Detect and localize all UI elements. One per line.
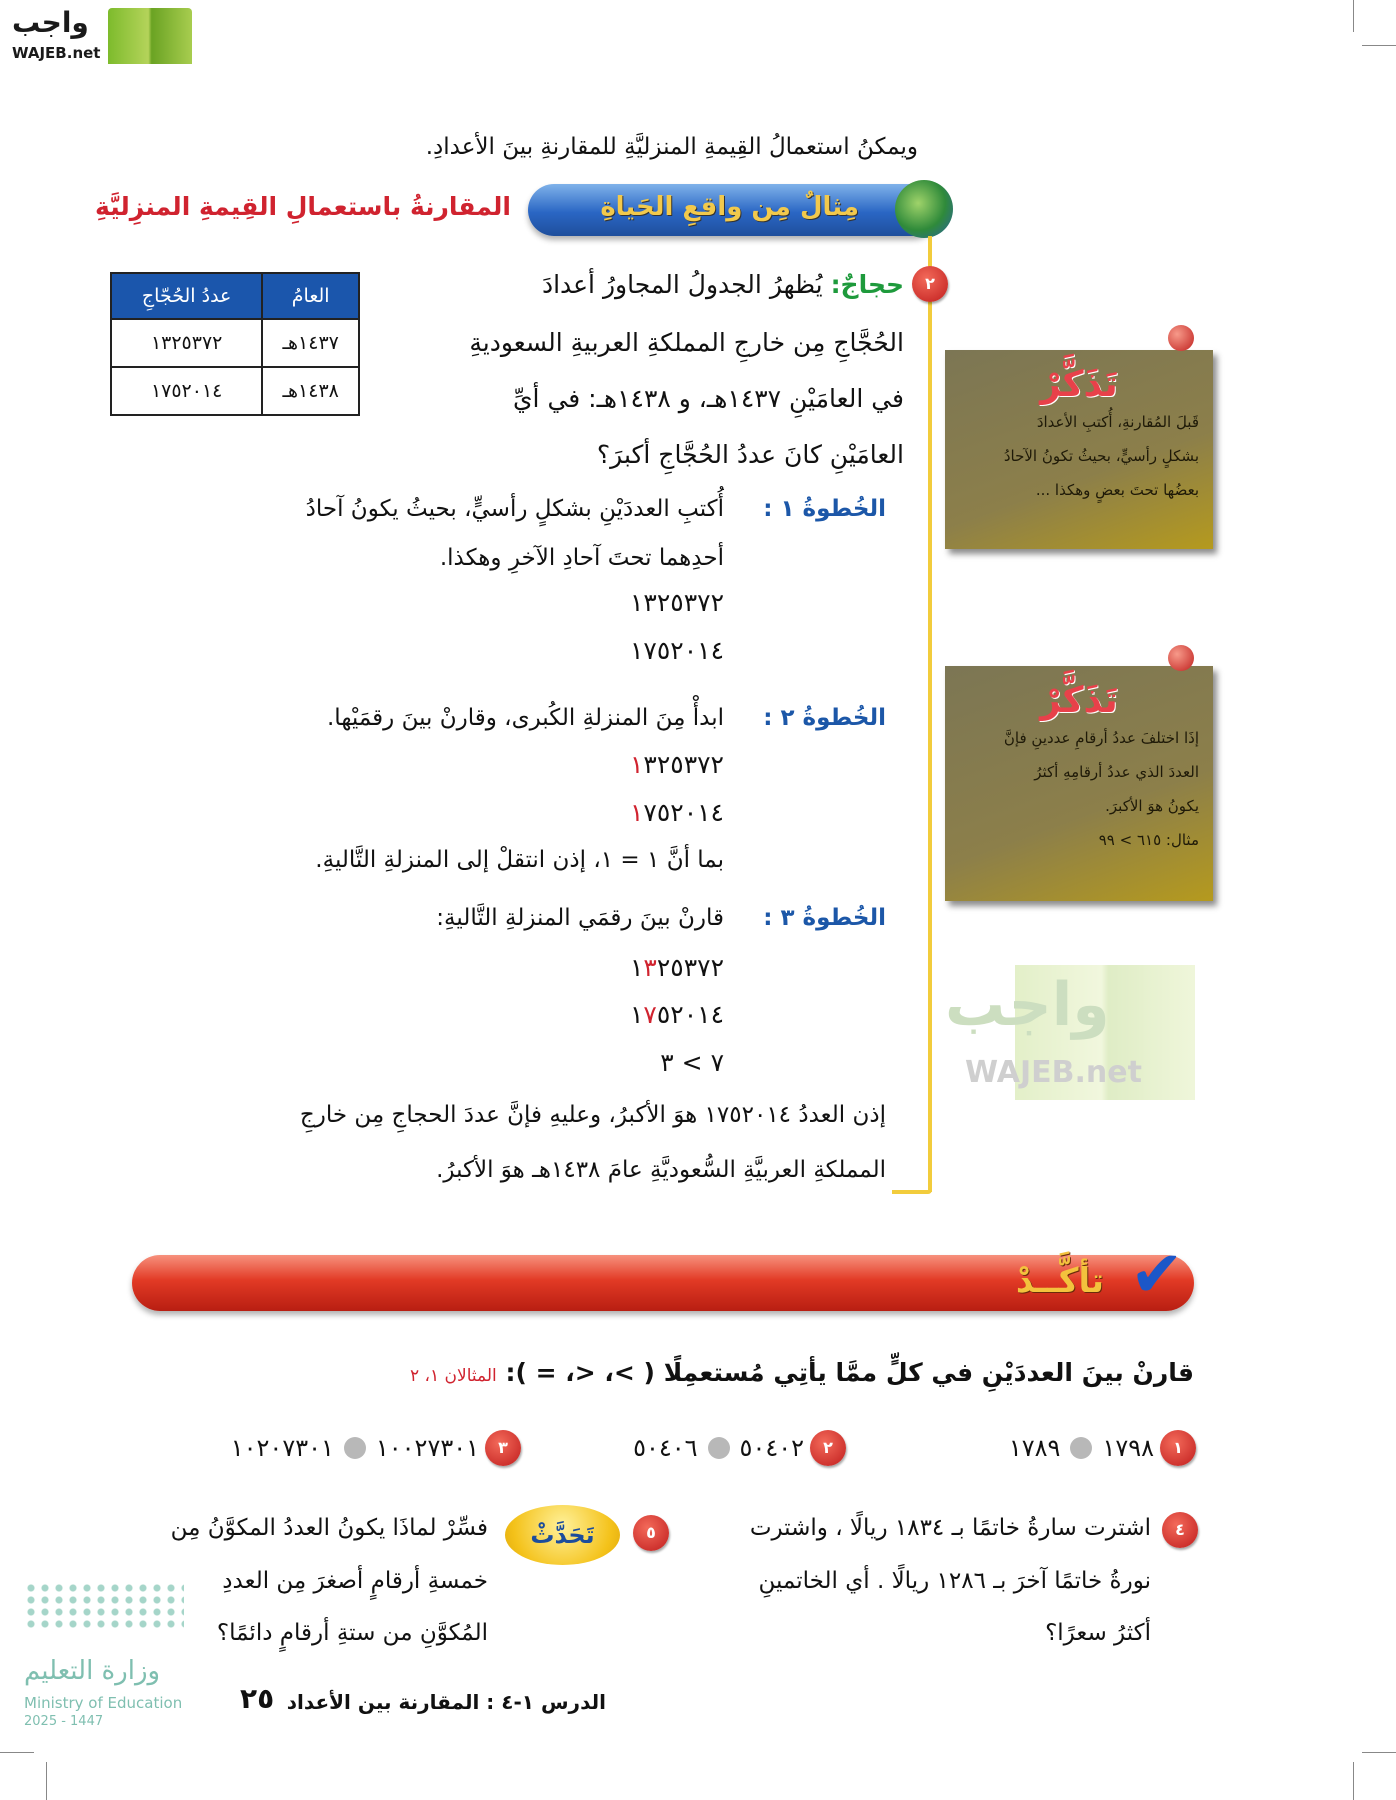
number-a: ٥٠٤٠٢ bbox=[739, 1434, 804, 1462]
cell: ١٤٣٨هـ bbox=[262, 367, 359, 415]
ministry-arabic: وزارة التعليم bbox=[24, 1656, 161, 1686]
digits: ٣٢٥٣٧٢ bbox=[643, 750, 724, 779]
banner-label: مِثالٌ مِن واقعِ الحَياةِ bbox=[600, 192, 859, 222]
step-1-text: أحدِهما تحتَ آحادِ الآخرِ وهكذا. bbox=[439, 545, 724, 571]
note-line: قَبلَ المُقارنةِ، أُكتبِ الأعدادَ bbox=[1036, 413, 1199, 431]
exercise-3 bbox=[231, 1430, 521, 1466]
remember-note-2 bbox=[945, 666, 1213, 901]
example-ref: المثالان ١، ٢ bbox=[409, 1366, 497, 1386]
pilgrims-table bbox=[110, 272, 360, 416]
note-line: بشكلٍ رأسيٍّ، بحيثُ تكونُ الآحادُ bbox=[1003, 447, 1199, 465]
crop-mark bbox=[1362, 45, 1396, 46]
checkmark-icon: ✔ bbox=[1130, 1238, 1184, 1312]
exercise-badge: ٣ bbox=[485, 1430, 521, 1466]
exercise-badge: ٤ bbox=[1162, 1512, 1198, 1548]
remember-note-1 bbox=[945, 350, 1213, 549]
crop-mark bbox=[1362, 1752, 1396, 1753]
page-number: ٢٥ bbox=[240, 1682, 275, 1715]
digits: ٢٥٣٧٢ bbox=[656, 953, 724, 982]
crop-mark bbox=[1353, 1762, 1354, 1800]
crop-mark bbox=[46, 1762, 47, 1800]
step-1-number: ١٧٥٢٠١٤ bbox=[630, 636, 724, 665]
check-banner bbox=[132, 1255, 1194, 1311]
exercise-badge: ٢ bbox=[810, 1430, 846, 1466]
q5-line: المُكوَّنِ من ستةِ أرقامٍ دائمًا؟ bbox=[216, 1620, 488, 1646]
talk-bubble: تَحَدَّثْ bbox=[505, 1505, 620, 1565]
step-3-text: قارنْ بينَ رقمَي المنزلةِ التَّاليةِ: bbox=[436, 905, 724, 931]
q4-line: نورةُ خاتمًا آخرَ بـ ١٢٨٦ ريالًا . أي الخاتمينِ bbox=[758, 1568, 1151, 1594]
exercise-badge: ١ bbox=[1160, 1430, 1196, 1466]
example-number-badge: ٢ bbox=[912, 266, 948, 302]
q5-line: خمسةِ أرقامٍ أصغرَ مِن العددِ bbox=[222, 1568, 488, 1594]
watermark-latin: WAJEB.net bbox=[965, 1055, 1142, 1090]
lesson-title: المقارنة بين الأعداد bbox=[286, 1690, 480, 1714]
highlight-digit: ٧ bbox=[643, 1000, 657, 1029]
note-line: مثال: ٦١٥ > ٩٩ bbox=[1098, 831, 1199, 849]
cell: ١٧٥٢٠١٤ bbox=[111, 367, 262, 415]
logo-arabic: واجب bbox=[12, 6, 89, 39]
highlight-digit: ١ bbox=[629, 798, 644, 827]
crop-mark bbox=[0, 1752, 34, 1753]
exercise-2 bbox=[633, 1430, 846, 1466]
number-b: ٥٠٤٠٦ bbox=[633, 1434, 698, 1462]
step-2-after: بما أنَّ ١ = ١، إذن انتقلْ إلى المنزلةِ التَّاليةِ. bbox=[315, 847, 724, 873]
highlight-digit: ١ bbox=[629, 750, 644, 779]
step-2-text: ابدأْ مِنَ المنزلةِ الكُبرى، وقارنْ بينَ رقمَيْها. bbox=[327, 705, 724, 731]
step-3-label: الخُطوةُ ٣ : bbox=[763, 905, 886, 931]
book-icon bbox=[108, 8, 192, 64]
example-divider-end bbox=[892, 1190, 932, 1194]
highlight-digit: ٣ bbox=[643, 953, 657, 982]
number-a: ١٧٩٨ bbox=[1102, 1434, 1154, 1462]
example-line-1 bbox=[542, 270, 904, 299]
digits: ٥٢٠١٤ bbox=[656, 1000, 724, 1029]
answer-circle[interactable] bbox=[1070, 1437, 1092, 1459]
pushpin-icon bbox=[1168, 645, 1194, 671]
cell: ١٤٣٧هـ bbox=[262, 319, 359, 367]
wajeb-logo bbox=[10, 6, 192, 64]
instruction-text: قارنْ بينَ العددَيْنِ في كلٍّ ممَّا يأتِي مُستعمِلًا ( >، <، = ): bbox=[505, 1358, 1194, 1387]
table-row bbox=[111, 367, 359, 415]
example-line-2: الحُجَّاجِ مِن خارجِ المملكةِ العربيةِ السعوديةِ bbox=[469, 328, 904, 357]
note-title: تَذَكَّرْ bbox=[1040, 364, 1118, 405]
step-3-number bbox=[630, 1000, 724, 1029]
number-a: ١٠٠٢٧٣٠١ bbox=[375, 1434, 479, 1462]
real-life-example-banner bbox=[528, 184, 939, 236]
note-line: إذَا اختلفَ عددُ أرقامِ عددينِ فإنَّ bbox=[1003, 729, 1199, 747]
exercise-1 bbox=[1009, 1430, 1196, 1466]
step-1-number: ١٣٢٥٣٧٢ bbox=[630, 588, 724, 617]
number-b: ١٧٨٩ bbox=[1008, 1434, 1061, 1462]
lesson-number: الدرس ١-٤ : bbox=[486, 1690, 606, 1714]
note-title: تَذَكَّرْ bbox=[1040, 680, 1118, 721]
check-instruction bbox=[410, 1358, 1194, 1387]
step-1-label: الخُطوةُ ١ : bbox=[763, 496, 886, 522]
pushpin-icon bbox=[1168, 325, 1194, 351]
step-2-number bbox=[630, 750, 724, 779]
q5-line: فسِّرْ لماذَا يكونُ العددُ المكوَّنُ مِن bbox=[170, 1515, 488, 1541]
step-2-number bbox=[630, 798, 724, 827]
col-year: العامُ bbox=[262, 273, 359, 319]
ministry-english: Ministry of Education bbox=[24, 1694, 183, 1712]
table-row bbox=[111, 319, 359, 367]
number-b: ١٠٢٠٧٣٠١ bbox=[230, 1434, 334, 1462]
line-text: يُظهرُ الجدولُ المجاورُ أعدادَ bbox=[541, 270, 823, 299]
step-2-label: الخُطوةُ ٢ : bbox=[763, 705, 886, 731]
conclusion-line: المملكةِ العربيَّةِ السُّعوديَّةِ عامَ ١٤٣٨هـ هوَ الأكبرُ. bbox=[436, 1157, 886, 1183]
example-divider bbox=[928, 236, 932, 1192]
globe-icon bbox=[895, 180, 953, 238]
note-line: بعضُها تحتَ بعضٍ وهكذا ... bbox=[1035, 481, 1199, 499]
ministry-year: 2025 - 1447 bbox=[24, 1714, 104, 1729]
note-line: يكونُ هوَ الأكبرَ. bbox=[1105, 797, 1199, 815]
check-title: تأكَّــدْ bbox=[1015, 1261, 1104, 1301]
ministry-logo bbox=[24, 1582, 199, 1732]
q4-line: اشترت سارةُ خاتمًا بـ ١٨٣٤ ريالًا ، واشترت bbox=[749, 1515, 1151, 1541]
digits: ٧٥٢٠١٤ bbox=[643, 798, 724, 827]
step-3-after: ٧ > ٣ bbox=[660, 1048, 724, 1077]
watermark-arabic: واجب bbox=[945, 970, 1110, 1040]
exercise-badge: ٥ bbox=[633, 1515, 669, 1551]
example-line-4: العامَيْنِ كانَ عددُ الحُجَّاجِ أكبرَ؟ bbox=[596, 440, 904, 469]
step-1-text: أُكتبِ العددَيْنِ بشكلٍ رأسيٍّ، بحيثُ يكونُ آحادُ bbox=[305, 496, 724, 522]
lesson-footer bbox=[287, 1690, 606, 1714]
answer-circle[interactable] bbox=[344, 1437, 366, 1459]
section-title: المقارنةُ باستعمالِ القِيمةِ المنزِليَّةِ bbox=[95, 192, 511, 221]
digits: ١ bbox=[629, 953, 644, 982]
note-line: العددَ الذي عددُ أرقامِهِ أكثرُ bbox=[1034, 763, 1199, 781]
logo-latin: WAJEB.net bbox=[12, 44, 101, 62]
dots-emblem bbox=[24, 1582, 184, 1632]
crop-mark bbox=[1353, 0, 1354, 32]
example-keyword: حجاجٌ: bbox=[830, 270, 904, 299]
digits: ١ bbox=[629, 1000, 644, 1029]
answer-circle[interactable] bbox=[708, 1437, 730, 1459]
col-count: عددُ الحُجّاجِ bbox=[111, 273, 262, 319]
conclusion-line: إذن العددُ ١٧٥٢٠١٤ هوَ الأكبرُ، وعليهِ فإنَّ عددَ الحجاجِ مِن خارجِ bbox=[299, 1102, 886, 1128]
q4-line: أكثرُ سعرًا؟ bbox=[1045, 1620, 1151, 1646]
watermark bbox=[945, 965, 1195, 1100]
cell: ١٣٢٥٣٧٢ bbox=[111, 319, 262, 367]
example-line-3: في العامَيْنِ ١٤٣٧هـ، و ١٤٣٨هـ: في أيِّ bbox=[512, 384, 904, 413]
intro-text: ويمكنُ استعمالُ القِيمةِ المنزليَّةِ للمقارنةِ بينَ الأعدادِ. bbox=[425, 134, 918, 160]
step-3-number bbox=[630, 953, 724, 982]
